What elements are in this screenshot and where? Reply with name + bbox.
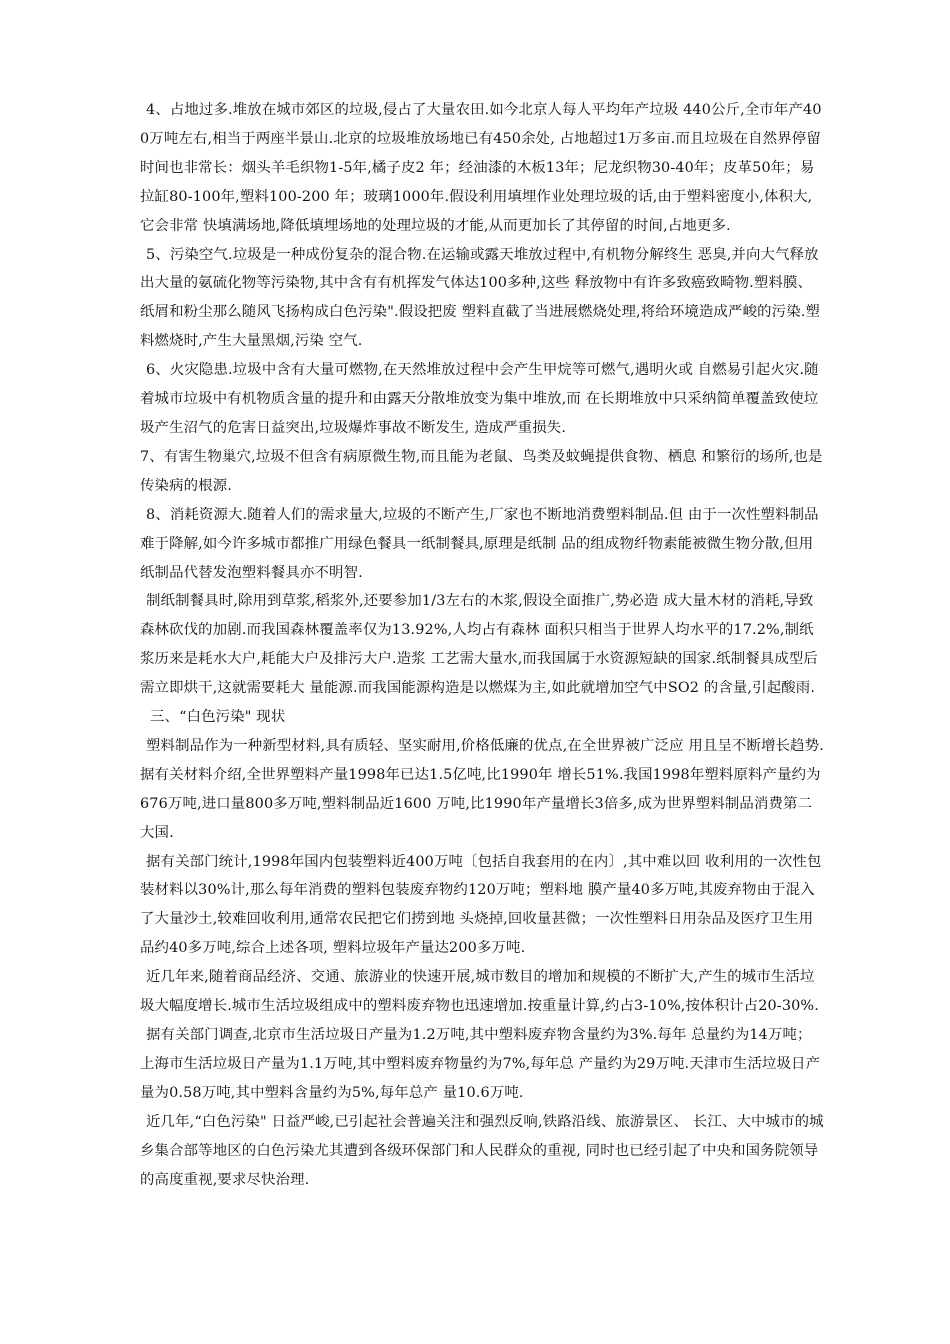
paragraph-6-fire-hazard: 6、火灾隐患.垃圾中含有大量可燃物,在天然堆放过程中会产生甲烷等可燃气,遇明火或 自燃易引起火灾.随着城市垃圾中有机物质含量的提升和由露天分散堆放变为集中堆放,而 在长期堆放中只采纳简单覆盖致使垃圾产生沼气的危害日益突出,垃圾爆炸事故不断发生, 造成严重损失. xyxy=(140,362,819,436)
document-body xyxy=(140,96,825,1194)
paragraph-plastic-production: 塑料制品作为一种新型材料,具有质轻、坚实耐用,价格低廉的优点,在全世界被广泛应 用且呈不断增长趋势.据有关材料介绍,全世界塑料产量1998年已达1.5亿吨,比1990年 增长51%.我国1998年塑料原料产量约为676万吨,进口量800多万吨,塑料制品近1600 万吨,比1990年产量增长3倍多,成为世界塑料制品消费第二大国. xyxy=(140,737,824,841)
paragraph-city-survey: 据有关部门调查,北京市生活垃圾日产量为1.2万吨,其中塑料废弃物含量约为3%.每年 总量约为14万吨；上海市生活垃圾日产量为1.1万吨,其中塑料废弃物量约为7%,每年总 产量约为29万吨.天津市生活垃圾日产量为0.58万吨,其中塑料含量约为5%,每年总产 量10.6万吨. xyxy=(140,1027,821,1101)
paragraph-4-land-occupation: 4、占地过多.堆放在城市郊区的垃圾,侵占了大量农田.如今北京人每人平均年产垃圾 440公斤,全市年产400万吨左右,相当于两座半景山.北京的垃圾堆放场地已有450余处, 占地超过1万多亩.而且垃圾在自然界停留时间也非常长：烟头羊毛织物1-5年,橘子皮2 年；经油漆的木板13年；尼龙织物30-40年；皮革50年；易拉缸80-100年,塑料100-200 年；玻璃1000年.假设利用填埋作业处理垃圾的话,由于塑料密度小,体积大,它会非常 快填满场地,降低填埋场地的处理垃圾的才能,从而更加长了其停留的时间,占地更多. xyxy=(140,102,822,234)
paragraph-5-air-pollution: 5、污染空气.垃圾是一种成份复杂的混合物.在运输或露天堆放过程中,有机物分解终生 恶臭,并向大气释放出大量的氨硫化物等污染物,其中含有有机挥发气体达100多种,这些 释放物中有许多致癌致畸物.塑料膜、纸屑和粉尘那么随风飞扬构成白色污染".假设把废 塑料直截了当进展燃烧处理,将给环境造成严峻的污染.塑料燃烧时,产生大量黑烟,污染 空气. xyxy=(140,246,820,350)
paragraph-packaging-statistics: 据有关部门统计,1998年国内包装塑料近400万吨〔包括自我套用的在内〕,其中难以回 收利用的一次性包装材料以30%计,那么每年消费的塑料包装废弃物约120万吨；塑料地 膜产量40多万吨,其废弃物由于混入了大量沙土,较难回收利用,通常农民把它们捞到地 头烧掉,回收量甚微；一次性塑料日用杂品及医疗卫生用品约40多万吨,综合上述各项, 塑料垃圾年产量达200多万吨. xyxy=(140,853,822,957)
paragraph-urban-waste-growth: 近几年来,随着商品经济、交通、旅游业的快速开展,城市数目的增加和规模的不断扩大,产生的城市生活垃圾大幅度增长.城市生活垃圾组成中的塑料废弃物也迅速增加.按重量计算,约占3-10%,按体积计占20-30%. xyxy=(140,969,819,1015)
paragraph-8-resource-consumption: 8、消耗资源大.随着人们的需求量大,垃圾的不断产生,厂家也不断地消费塑料制品.但 由于一次性塑料制品难于降解,如今许多城市都推广用绿色餐具一纸制餐具,原理是纸制 品的组成物纤物素能被微生物分散,但用纸制品代替发泡塑料餐具亦不明智. xyxy=(140,506,819,581)
paragraph-paper-tableware: 制纸制餐具时,除用到草浆,稻浆外,还要参加1/3左右的木浆,假设全面推广,势必造 成大量木材的消耗,导致森林砍伐的加剧.而我国森林覆盖率仅为13.92%,人均占有森林 面积只相当于世界人均水平的17.2%,制纸浆历来是耗水大户,耗能大户及排污大户.造浆 工艺需大量水,而我国属于水资源短缺的国家.纸制餐具成型后需立即烘干,这就需要耗大 量能源.而我国能源构造是以燃煤为主,如此就增加空气中SO2 的含量,引起酸雨. xyxy=(140,593,818,697)
section-heading-status: 三、“白色污染" 现状 xyxy=(150,709,286,726)
paragraph-recent-attention: 近几年,“白色污染" 日益严峻,已引起社会普遍关注和强烈反响,铁路沿线、旅游景区、 长江、大中城市的城乡集合部等地区的白色污染尤其遭到各级环保部门和人民群众的重视, 同时也已经引起了中央和国务院领导的高度重视,要求尽快治理. xyxy=(140,1113,824,1188)
paragraph-7-pest-habitat: 7、有害生物巢穴,垃圾不但含有病原微生物,而且能为老鼠、鸟类及蚊蝇提供食物、栖息 和繁衍的场所,也是传染病的根源. xyxy=(140,448,823,494)
